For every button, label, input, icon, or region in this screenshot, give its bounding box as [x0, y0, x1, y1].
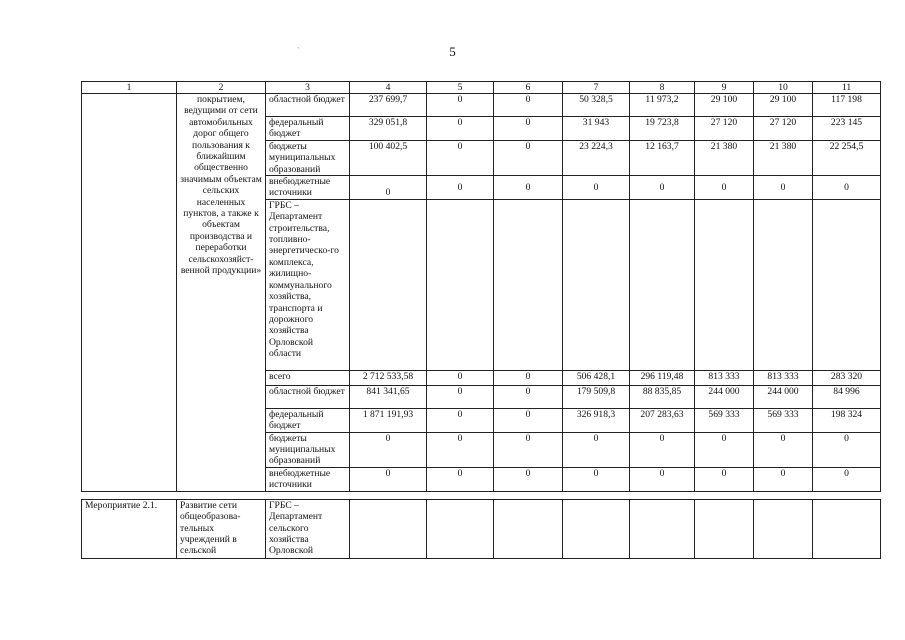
- value-cell: 283 320: [813, 370, 881, 385]
- empty-cell: [494, 199, 563, 370]
- source-cell: областной бюджет: [266, 94, 350, 117]
- value-cell: 21 380: [754, 140, 813, 175]
- empty-cell: [563, 499, 630, 558]
- value-cell: 0: [427, 432, 494, 467]
- value-cell: 2 712 533,58: [350, 370, 427, 385]
- value-cell: 0: [350, 467, 427, 491]
- value-cell: 244 000: [695, 385, 754, 408]
- budget-table: [81, 81, 881, 559]
- header-row: [82, 82, 881, 94]
- value-cell: 569 333: [695, 408, 754, 432]
- empty-cell: [813, 499, 881, 558]
- value-cell: 0: [494, 385, 563, 408]
- empty-cell: [350, 499, 427, 558]
- value-cell: 31 943: [563, 117, 630, 141]
- value-cell: 0: [563, 432, 630, 467]
- header-cell: 7: [563, 82, 630, 94]
- value-cell: 88 835,85: [630, 385, 695, 408]
- header-cell: 8: [630, 82, 695, 94]
- table-row: [82, 499, 881, 558]
- value-cell: 0: [494, 176, 563, 200]
- description-cell: покрытием, ведущими от сети автомобильных дорог общего пользования к ближайшим общественно значимым объектам сельских населенных пунктов, а также к объектам производства и переработки сельскохозяйст-венной продукции»: [177, 94, 266, 492]
- source-cell: бюджеты муниципальных образований: [266, 432, 350, 467]
- header-cell: 11: [813, 82, 881, 94]
- value-cell: 0: [350, 176, 427, 200]
- value-cell: 19 723,8: [630, 117, 695, 141]
- value-cell: 0: [813, 467, 881, 491]
- empty-cell: [754, 499, 813, 558]
- header-cell: 4: [350, 82, 427, 94]
- spacer-cell: [82, 491, 881, 499]
- value-cell: 0: [494, 432, 563, 467]
- value-cell: 326 918,3: [563, 408, 630, 432]
- value-cell: 0: [427, 385, 494, 408]
- value-cell: 0: [427, 140, 494, 175]
- grbs-cell: ГРБС – Департамент сельского хозяйства Орловской: [266, 499, 350, 558]
- value-cell: 198 324: [813, 408, 881, 432]
- source-cell: областной бюджет: [266, 385, 350, 408]
- value-cell: 100 402,5: [350, 140, 427, 175]
- value-cell: 813 333: [695, 370, 754, 385]
- header-cell: 1: [82, 82, 177, 94]
- empty-cell: [630, 499, 695, 558]
- source-cell: бюджеты муниципальных образований: [266, 140, 350, 175]
- value-cell: 244 000: [754, 385, 813, 408]
- value-cell: 0: [427, 176, 494, 200]
- header-cell: 9: [695, 82, 754, 94]
- source-cell: федеральный бюджет: [266, 117, 350, 141]
- value-cell: 223 145: [813, 117, 881, 141]
- value-cell: 29 100: [695, 94, 754, 117]
- value-cell: 0: [427, 408, 494, 432]
- value-cell: 0: [813, 432, 881, 467]
- value-cell: 0: [754, 432, 813, 467]
- value-cell: 0: [494, 467, 563, 491]
- value-cell: 0: [350, 432, 427, 467]
- value-cell: 0: [427, 467, 494, 491]
- empty-cell: [695, 499, 754, 558]
- value-cell: 27 120: [695, 117, 754, 141]
- value-cell: 1 871 191,93: [350, 408, 427, 432]
- source-cell: внебюджетные источники: [266, 467, 350, 491]
- header-cell: 6: [494, 82, 563, 94]
- empty-cell: [563, 199, 630, 370]
- value-cell: 813 333: [754, 370, 813, 385]
- value-cell: 11 973,2: [630, 94, 695, 117]
- empty-cell: [813, 199, 881, 370]
- value-cell: 0: [427, 117, 494, 141]
- value-cell: 50 328,5: [563, 94, 630, 117]
- value-cell: 117 198: [813, 94, 881, 117]
- value-cell: 179 509,8: [563, 385, 630, 408]
- empty-cell: [350, 199, 427, 370]
- value-cell: 0: [563, 176, 630, 200]
- source-cell: всего: [266, 370, 350, 385]
- value-cell: 506 428,1: [563, 370, 630, 385]
- value-cell: 0: [695, 432, 754, 467]
- value-cell: 0: [494, 140, 563, 175]
- value-cell: 0: [754, 467, 813, 491]
- empty-cell: [494, 499, 563, 558]
- value-cell: 0: [813, 176, 881, 200]
- value-cell: 841 341,65: [350, 385, 427, 408]
- empty-cell: [754, 199, 813, 370]
- source-cell: внебюджетные источники: [266, 176, 350, 200]
- value-cell: 22 254,5: [813, 140, 881, 175]
- header-cell: 10: [754, 82, 813, 94]
- value-cell: 296 119,48: [630, 370, 695, 385]
- scan-mark: `: [297, 46, 300, 55]
- value-cell: 207 283,63: [630, 408, 695, 432]
- table-row: [82, 94, 881, 117]
- value-cell: 0: [427, 370, 494, 385]
- description-cell: Развитие сети общеобразова-тельных учреждений в сельской: [177, 499, 266, 558]
- source-cell: федеральный бюджет: [266, 408, 350, 432]
- value-cell: 27 120: [754, 117, 813, 141]
- page-number: 5: [449, 44, 456, 59]
- measure-cell: Мероприятие 2.1.: [82, 499, 177, 558]
- value-cell: 0: [630, 176, 695, 200]
- grbs-cell: ГРБС – Департамент строительства, топливно-энергетическо-го комплекса, жилищно-коммунального хозяйства, транспорта и дорожного хозяйства Орловской области: [266, 199, 350, 370]
- value-cell: 0: [427, 94, 494, 117]
- empty-cell: [695, 199, 754, 370]
- measure-cell-empty: [82, 94, 177, 492]
- value-cell: 29 100: [754, 94, 813, 117]
- empty-cell: [427, 199, 494, 370]
- empty-cell: [427, 499, 494, 558]
- value-cell: 0: [754, 176, 813, 200]
- value-cell: 0: [695, 467, 754, 491]
- value-cell: 0: [695, 176, 754, 200]
- value-cell: 0: [494, 408, 563, 432]
- value-cell: 0: [630, 432, 695, 467]
- value-cell: 0: [630, 467, 695, 491]
- value-cell: 329 051,8: [350, 117, 427, 141]
- value-cell: 12 163,7: [630, 140, 695, 175]
- value-cell: 0: [494, 117, 563, 141]
- value-cell: 569 333: [754, 408, 813, 432]
- value-cell: 0: [494, 370, 563, 385]
- header-cell: 2: [177, 82, 266, 94]
- value-cell: 21 380: [695, 140, 754, 175]
- spacer-row: [82, 491, 881, 499]
- value-cell: 84 996: [813, 385, 881, 408]
- value-cell: 237 699,7: [350, 94, 427, 117]
- value-cell: 0: [563, 467, 630, 491]
- empty-cell: [630, 199, 695, 370]
- value-cell: 0: [494, 94, 563, 117]
- value-cell: 23 224,3: [563, 140, 630, 175]
- header-cell: 3: [266, 82, 350, 94]
- header-cell: 5: [427, 82, 494, 94]
